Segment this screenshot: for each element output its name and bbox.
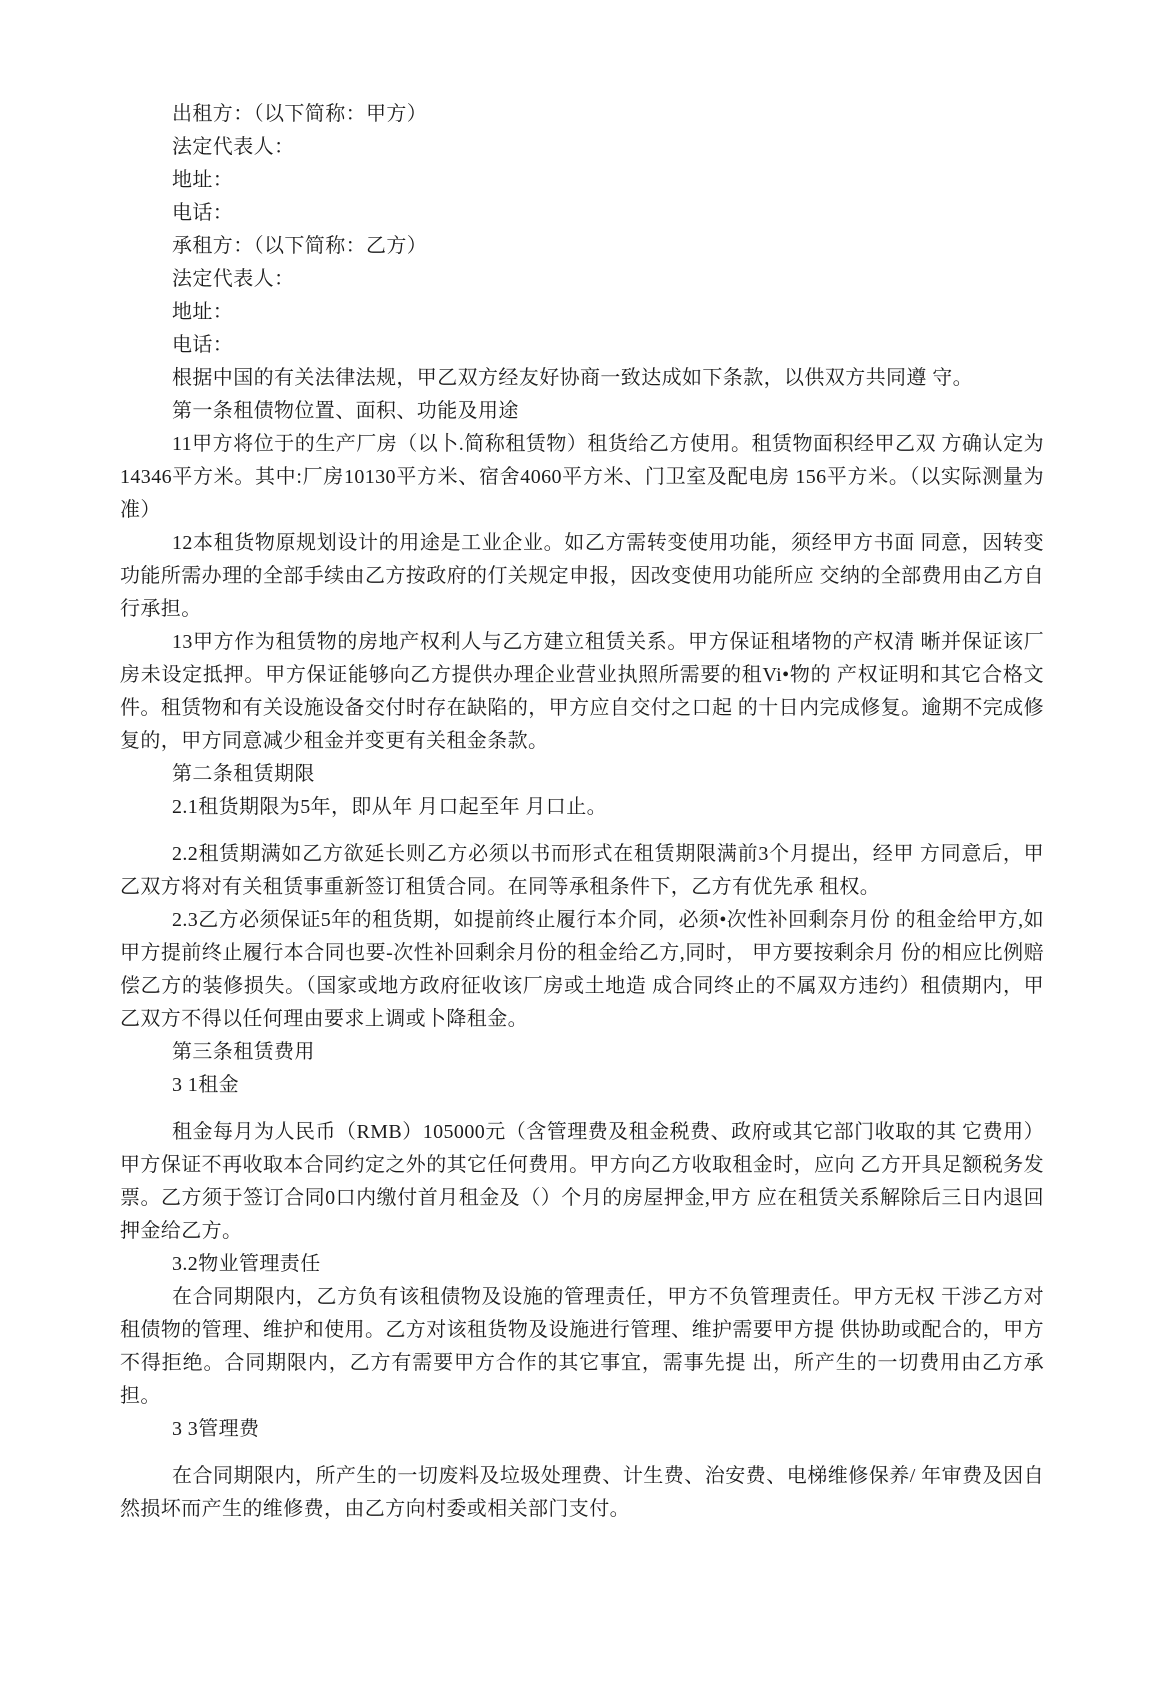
clause-2-2: 2.2租赁期满如乙方欲延长则乙方必须以书而形式在租赁期限满前3个月提出，经甲 方同意后，甲乙双方将对有关租赁事重新签订租赁合同。在同等承租条件下，乙方有优先承 租权。 <box>120 843 1044 898</box>
clause-3-1-heading: 3 1租金 <box>172 1074 239 1096</box>
clause-1-3: 13甲方作为租赁物的房地产权利人与乙方建立租赁关系。甲方保证租堵物的产权清 晰并保证该厂房未设定抵押。甲方保证能够向乙方提供办理企业营业执照所需要的租Vi•物的 产权证明和其它合格文件。租赁物和有关设施设备交付时存在缺陷的，甲方应自交付之口起 的十日内完成修复。逾期不完成修复的，甲方同意减少租金并变更有关租金条款。 <box>120 631 1044 752</box>
lessor-line: 出租方：（以下简称：甲方） <box>172 103 428 125</box>
address-line-2: 地址： <box>172 301 234 323</box>
clause-1-2: 12本租货物原规划设计的用途是工业企业。如乙方需转变使用功能，须经甲方书面 同意，因转变功能所需办理的全部手续由乙方按政府的仃关规定申报，因改变使用功能所应 交纳的全部费用由乙方自行承担。 <box>120 532 1044 620</box>
clause-2-1: 2.1租货期限为5年，即从年 月口起至年 月口止。 <box>172 796 607 818</box>
clause-2-3: 2.3乙方必须保证5年的租货期，如提前终止履行本介同，必须•次性补回剩奈月份 的租金给甲方,如甲方提前终止履行本合同也要-次性补回剩余月份的租金给乙方,同时， 甲方要按剩余月 份的相应比例赔偿乙方的装修损失。（国家或地方政府征收该厂房或土地造 成合同终止的不属双方违约）租债期内，甲乙双方不得以任何理由要求上调或卜降租金。 <box>120 909 1044 1030</box>
lessee-line: 承租方：（以下简称：乙方） <box>172 235 428 257</box>
address-line-1: 地址： <box>172 169 234 191</box>
article-1-heading: 第一条租债物位置、面积、功能及用途 <box>172 400 519 422</box>
phone-line-2: 电话： <box>172 334 234 356</box>
article-2-heading: 第二条租赁期限 <box>172 763 315 785</box>
legal-rep-line-2: 法定代表人： <box>172 268 295 290</box>
clause-3-2-heading: 3.2物业管理责任 <box>172 1253 321 1275</box>
clause-3-2-body: 在合同期限内，乙方负有该租债物及设施的管理责任，甲方不负管理责任。甲方无权 干涉乙方对租债物的管理、维护和使用。乙方对该租货物及设施进行管理、维护需要甲方提 供协助或配合的，甲方不得拒绝。合同期限内，乙方有需要甲方合作的其它事宜，需事先提 出，所产生的一切费用由乙方承担。 <box>120 1286 1044 1407</box>
clause-3-3-heading: 3 3管理费 <box>172 1418 260 1440</box>
clause-1-1: 11甲方将位于的生产厂房（以卜.简称租赁物）租货给乙方使用。租赁物面积经甲乙双 方确认定为14346平方米。其中:厂房10130平方米、宿舍4060平方米、门卫室及配电房 156平方米。（以实际测量为准） <box>120 433 1044 521</box>
legal-rep-line-1: 法定代表人： <box>172 136 295 158</box>
preamble: 根据中国的有关法律法规，甲乙双方经友好协商一致达成如下条款，以供双方共同遵 守。 <box>172 367 973 389</box>
article-3-heading: 第三条租赁费用 <box>172 1041 315 1063</box>
clause-3-3-body: 在合同期限内，所产生的一切废料及垃圾处理费、计生费、治安费、电梯维修保养/ 年审费及因自然损坏而产生的维修费，由乙方向村委或相关部门支付。 <box>120 1465 1044 1520</box>
clause-3-1-body: 租金每月为人民币（RMB）105000元（含管理费及租金税费、政府或其它部门收取的其 它费用）甲方保证不再收取本合同约定之外的其它任何费用。甲方向乙方收取租金时，应向 乙方开具足额税务发票。乙方须于签订合同0口内缴付首月租金及（）个月的房屋押金,甲方 应在租赁关系解除后三日内退回押金给乙方。 <box>120 1121 1044 1242</box>
phone-line-1: 电话： <box>172 202 234 224</box>
